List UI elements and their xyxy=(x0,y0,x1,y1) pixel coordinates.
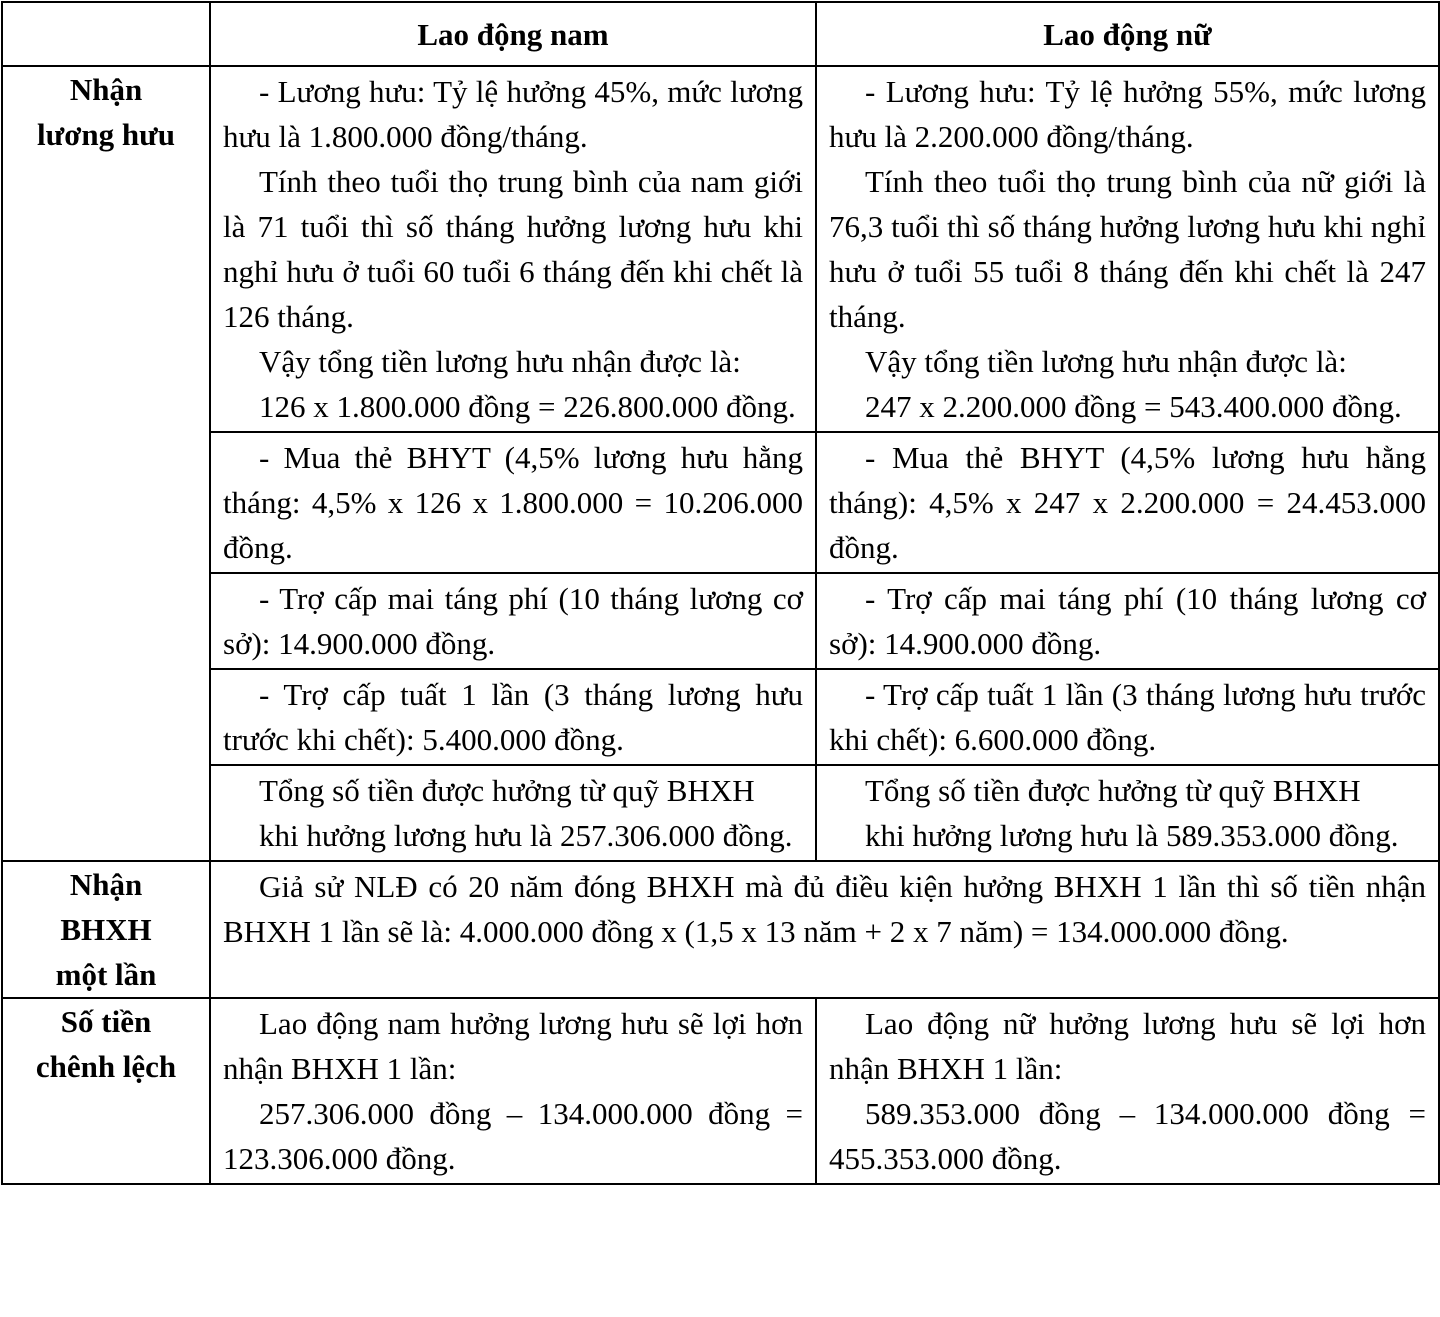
paragraph: 257.306.000 đồng – 134.000.000 đồng = 123.306.000 đồng. xyxy=(223,1096,803,1176)
paragraph: - Lương hưu: Tỷ lệ hưởng 45%, mức lương hưu là 1.800.000 đồng/tháng. xyxy=(223,74,803,154)
paragraph: 589.353.000 đồng – 134.000.000 đồng = 455.353.000 đồng. xyxy=(829,1096,1426,1176)
male-difference-cell xyxy=(210,998,816,1184)
female-funeral-cell xyxy=(816,573,1439,669)
pension-row-3 xyxy=(2,573,1439,669)
paragraph: 126 x 1.800.000 đồng = 226.800.000 đồng. xyxy=(259,389,796,424)
row-label-pension xyxy=(2,66,210,861)
comparison-table xyxy=(1,1,1440,1185)
paragraph: - Mua thẻ BHYT (4,5% lương hưu hằng tháng: 4,5% x 126 x 1.800.000 = 10.206.000 đồng. xyxy=(223,440,803,565)
paragraph: - Trợ cấp mai táng phí (10 tháng lương cơ sở): 14.900.000 đồng. xyxy=(829,581,1426,661)
row-label-lump-sum xyxy=(2,861,210,998)
male-pension-cell xyxy=(210,66,816,432)
male-survivor-cell xyxy=(210,669,816,765)
female-survivor-cell xyxy=(816,669,1439,765)
header-female: Lao động nữ xyxy=(816,2,1439,66)
row-label-line: BHXH xyxy=(60,912,152,947)
male-total-cell xyxy=(210,765,816,861)
paragraph: Lao động nữ hưởng lương hưu sẽ lợi hơn nhận BHXH 1 lần: xyxy=(829,1006,1426,1086)
paragraph: khi hưởng lương hưu là 589.353.000 đồng. xyxy=(865,818,1399,853)
row-label-difference xyxy=(2,998,210,1184)
female-difference-cell xyxy=(816,998,1439,1184)
header-row xyxy=(2,2,1439,66)
paragraph: Tổng số tiền được hưởng từ quỹ BHXH xyxy=(865,773,1361,808)
lump-sum-row xyxy=(2,861,1439,998)
pension-row-1 xyxy=(2,66,1439,432)
row-label-line: chênh lệch xyxy=(35,1049,177,1084)
female-pension-cell xyxy=(816,66,1439,432)
row-label-line: Nhận xyxy=(69,867,143,902)
paragraph: Vậy tổng tiền lương hưu nhận được là: xyxy=(259,344,741,379)
header-male: Lao động nam xyxy=(210,2,816,66)
row-label-line: Số tiền xyxy=(60,1004,152,1039)
paragraph: khi hưởng lương hưu là 257.306.000 đồng. xyxy=(259,818,793,853)
pension-row-5 xyxy=(2,765,1439,861)
row-label-line: Nhận xyxy=(69,72,143,107)
lump-sum-cell xyxy=(210,861,1439,998)
paragraph: - Trợ cấp tuất 1 lần (3 tháng lương hưu trước khi chết): 5.400.000 đồng. xyxy=(223,677,803,757)
pension-row-2 xyxy=(2,432,1439,573)
paragraph: Lao động nam hưởng lương hưu sẽ lợi hơn nhận BHXH 1 lần: xyxy=(223,1006,803,1086)
paragraph: Vậy tổng tiền lương hưu nhận được là: xyxy=(865,344,1347,379)
paragraph: - Trợ cấp tuất 1 lần (3 tháng lương hưu trước khi chết): 6.600.000 đồng. xyxy=(829,677,1426,757)
paragraph: Tổng số tiền được hưởng từ quỹ BHXH xyxy=(259,773,755,808)
female-bhyt-cell xyxy=(816,432,1439,573)
paragraph: - Lương hưu: Tỷ lệ hưởng 55%, mức lương hưu là 2.200.000 đồng/tháng. xyxy=(829,74,1426,154)
paragraph: Tính theo tuổi thọ trung bình của nam giới là 71 tuổi thì số tháng hưởng lương hưu khi nghỉ hưu ở tuổi 60 tuổi 6 tháng đến khi chết là 126 tháng. xyxy=(223,164,803,334)
row-label-line: một lần xyxy=(55,957,157,992)
paragraph: - Trợ cấp mai táng phí (10 tháng lương cơ sở): 14.900.000 đồng. xyxy=(223,581,803,661)
paragraph: - Mua thẻ BHYT (4,5% lương hưu hằng tháng): 4,5% x 247 x 2.200.000 = 24.453.000 đồng. xyxy=(829,440,1426,565)
pension-row-4 xyxy=(2,669,1439,765)
male-funeral-cell xyxy=(210,573,816,669)
row-label-line: lương hưu xyxy=(37,117,175,152)
male-bhyt-cell xyxy=(210,432,816,573)
header-empty-cell xyxy=(2,2,210,66)
paragraph: Tính theo tuổi thọ trung bình của nữ giới là 76,3 tuổi thì số tháng hưởng lương hưu khi nghỉ hưu ở tuổi 55 tuổi 8 tháng đến khi chết là 247 tháng. xyxy=(829,164,1426,334)
paragraph: 247 x 2.200.000 đồng = 543.400.000 đồng. xyxy=(865,389,1402,424)
paragraph: Giả sử NLĐ có 20 năm đóng BHXH mà đủ điều kiện hưởng BHXH 1 lần thì số tiền nhận BHXH 1 lần sẽ là: 4.000.000 đồng x (1,5 x 13 năm + 2 x 7 năm) = 134.000.000 đồng. xyxy=(223,869,1426,949)
female-total-cell xyxy=(816,765,1439,861)
difference-row xyxy=(2,998,1439,1184)
